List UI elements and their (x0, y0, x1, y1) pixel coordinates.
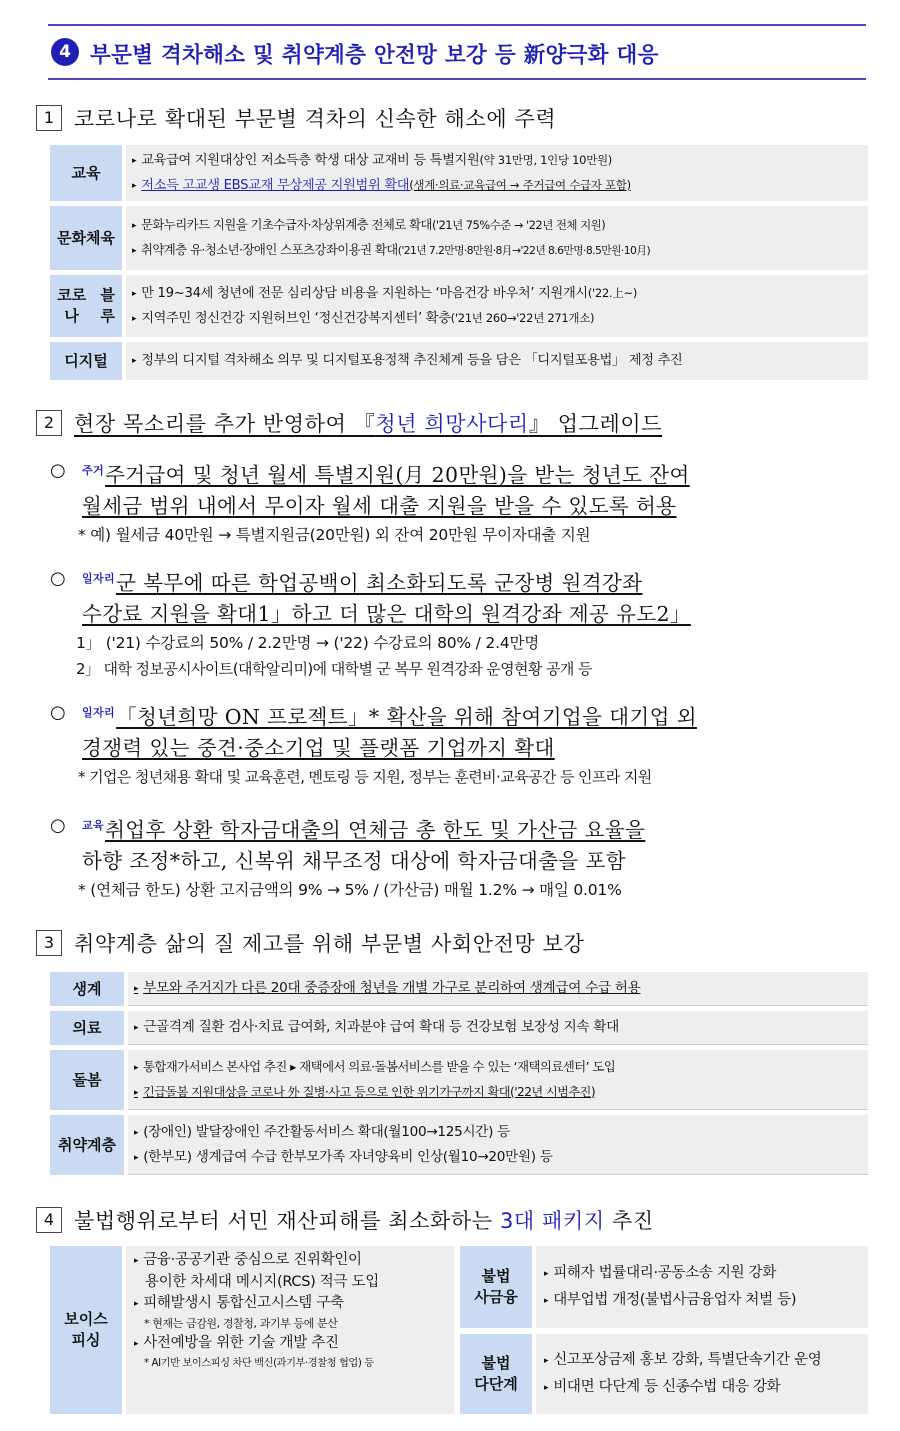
section-title: 취약계층 삶의 질 제고를 위해 부문별 사회안전망 보강 (74, 932, 585, 956)
main-header (48, 24, 866, 80)
section-number-box: 2 (36, 410, 62, 436)
header-title: 부문별 격차해소 및 취약계층 안전망 보강 등 新양극화 대응 (90, 43, 659, 68)
list-item: ▸ 정부의 디지털 격차해소 의무 및 디지털포용정책 추진체계 등을 담은 「디지털포용법」 제정 추진 (132, 353, 683, 368)
section-title-highlight: 3대 패키지 (499, 1209, 605, 1233)
bullet-item: ○ $^{일자리}$「청년희망 ON 프로젝트」* 확산을 위해 참여기업을 대기업 외 경쟁력 있는 중견·중소기업 및 플랫폼 기업까지 확대 * 기업은 청년채용 확대 및 교육훈련, 멘토링 등 지원, 정부는 훈련비·교육공간 등 인프라 지원 (50, 697, 875, 790)
row-category: 디지털 (50, 342, 122, 380)
row-category: 생계 (50, 972, 124, 1006)
row-content (128, 1115, 868, 1175)
section-title: 코로나로 확대된 부문별 격차의 신속한 해소에 주력 (74, 107, 557, 131)
list-item: ▸ 문화누리카드 지원을 기초수급자·차상위계층 전체로 확대('21년 75%수준 → '22년 전체 지원) (132, 217, 606, 232)
table-row (50, 275, 868, 337)
table-row (50, 1050, 868, 1110)
bullet-item: ○ $^{교육}$취업후 상환 학자금대출의 연체금 총 한도 및 가산금 요율을 하향 조정*하고, 신복위 채무조정 대상에 학자금대출을 포함 * (연체금 한도) 상환 고지금액의 9% → 5% / (가산금) 매월 1.2% → 매일 0.01% (50, 810, 875, 903)
section3-heading (36, 928, 584, 960)
list-item: ▸ 통합재가서비스 본사업 추진 ▸ 재택에서 의료·돌봄서비스를 받을 수 있는 ‘재택의료센터’ 도입 (134, 1058, 616, 1074)
bullet-item: ○ $^{일자리}$군 복무에 따른 학업공백이 최소화되도록 군장병 원격강좌 수강료 지원을 확대1」하고 더 많은 대학의 원격강좌 제공 유도2」 1」 ('21) 수강료의 50% / 2.2만명 → ('22) 수강료의 80% / 2.4만명 2」 대학 정보공시사이트(대학알리미)에 대학별 군 복무 원격강좌 운영현황 공개 등 (50, 563, 875, 682)
footnote: 1」 ('21) 수강료의 50% / 2.2만명 → ('22) 수강료의 80% / 2.4만명 (76, 633, 540, 652)
footnote: * AI기반 보이스피싱 차단 백신(과기부·경찰청 협업) 등 (144, 1358, 374, 1369)
table-row (50, 972, 868, 1006)
footnote: * (연체금 한도) 상환 고지금액의 9% → 5% / (가산금) 매월 1.2% → 매일 0.01% (78, 880, 622, 899)
list-item: ▸ 저소득 고교생 EBS교재 무상제공 지원범위 확대(생계·의료·교육급여 → 주거급여 수급자 포함) (132, 178, 631, 193)
bullet-item: ○ $^{주거}$주거급여 및 청년 월세 특별지원(月 20만원)을 받는 청년도 잔여 월세금 범위 내에서 무이자 월세 대출 지원을 받을 수 있도록 허용 * 예) 월세금 40만원 → 특별지원금(20만원) 외 잔여 20만원 무이자대출 지원 (50, 455, 875, 548)
category-tag: 일자리 (82, 572, 116, 585)
table-row (50, 145, 868, 201)
section2-heading: 2 현장 목소리를 추가 반영하여 『청년 희망사다리』 업그레이드 (36, 408, 662, 440)
package-category: 불법 사금융 (460, 1246, 532, 1328)
list-item: ▸ 교육급여 지원대상인 저소득층 학생 대상 교재비 등 특별지원(약 31만명, 1인당 10만원) (132, 153, 612, 168)
list-item: ▸ 만 19~34세 청년에 전문 심리상담 비용을 지원하는 ‘마음건강 바우처’ 지원개시('22.上~) (132, 286, 638, 301)
row-category: 돌봄 (50, 1050, 124, 1110)
list-item: ▸ 취약계층 유·청소년·장애인 스포츠강좌이용권 확대('21년 7.2만명·8만원·8月→'22년 8.6만명·8.5만원·10月) (132, 242, 651, 257)
footnote: * 현재는 금감원, 경찰청, 과기부 등에 분산 (144, 1317, 338, 1330)
list-item: ▸ 금융·공공기관 중심으로 진위확인이 (134, 1252, 362, 1268)
list-item: ▸ 신고포상금제 홍보 강화, 특별단속기간 운영 (544, 1352, 822, 1368)
category-tag: 주거 (82, 464, 105, 477)
footnote: * 기업은 청년채용 확대 및 교육훈련, 멘토링 등 지원, 정부는 훈련비·교육공간 등 인프라 지원 (78, 767, 652, 786)
row-content (126, 145, 868, 201)
table-row (50, 1115, 868, 1175)
category-tag: 일자리 (82, 706, 116, 719)
section-title-highlight: 청년 희망사다리 (375, 412, 529, 436)
row-content (128, 972, 868, 1006)
footnote: 2」 대학 정보공시사이트(대학알리미)에 대학별 군 복무 원격강좌 운영현황 공개 등 (76, 659, 592, 678)
list-item: ▸ 긴급돌봄 지원대상을 코로나 外 질병·사고 등으로 인한 위기가구까지 확대('22년 시범추진) (134, 1084, 596, 1099)
table-row (50, 342, 868, 380)
list-item: ▸ 부모와 주거지가 다른 20대 중증장애 청년을 개별 가구로 분리하여 생계급여 수급 허용 (134, 980, 641, 996)
row-category: 문화 체육 (50, 206, 122, 270)
footnote: * 예) 월세금 40만원 → 특별지원금(20만원) 외 잔여 20만원 무이자대출 지원 (78, 525, 591, 544)
list-item: ▸ 피해발생시 통합신고시스템 구축 (134, 1295, 344, 1311)
table-row (50, 1011, 868, 1045)
row-category: 교육 (50, 145, 122, 201)
row-content (126, 275, 868, 337)
list-item: ▸ 대부업법 개정(불법사금융업자 처벌 등) (544, 1292, 797, 1308)
package-content (536, 1246, 868, 1328)
list-item: 용이한 차세대 메시지(RCS) 적극 도입 (145, 1274, 379, 1290)
section1-heading (36, 103, 556, 135)
row-content (128, 1050, 868, 1110)
row-category: 코로나 블루 (50, 275, 122, 337)
row-category: 취약 계층 (50, 1115, 124, 1175)
package-content (126, 1246, 454, 1414)
package-table (50, 1246, 868, 1414)
section1-table (50, 145, 868, 385)
package-category: 보이스 피싱 (50, 1246, 122, 1414)
list-item: ▸ 지역주민 정신건강 지원허브인 ‘정신건강복지센터’ 확충('21년 260→'22년 271개소) (132, 311, 595, 326)
row-content (128, 1011, 868, 1045)
list-item: ▸ 비대면 다단계 등 신종수법 대응 강화 (544, 1379, 781, 1395)
section-number-box: 4 (36, 1207, 62, 1233)
section-number-box: 3 (36, 930, 62, 956)
table-row (50, 206, 868, 270)
category-tag: 교육 (82, 819, 105, 832)
row-content (126, 206, 868, 270)
header-number-badge: 4 (51, 38, 79, 66)
package-category: 불법 다단계 (460, 1334, 532, 1414)
row-content (126, 342, 868, 380)
package-content (536, 1334, 868, 1414)
section4-heading: 4 불법행위로부터 서민 재산피해를 최소화하는 3대 패키지 추진 (36, 1205, 654, 1237)
list-item: ▸ 피해자 법률대리·공동소송 지원 강화 (544, 1265, 777, 1281)
section-number-box: 1 (36, 105, 62, 131)
list-item: ▸ 근골격계 질환 검사·치료 급여화, 치과분야 급여 확대 등 건강보험 보장성 지속 확대 (134, 1019, 619, 1035)
list-item: ▸ (장애인) 발달장애인 주간활동서비스 확대(월100→125시간) 등 (134, 1123, 510, 1140)
section3-table (50, 972, 868, 1180)
row-category: 의료 (50, 1011, 124, 1045)
list-item: ▸ (한부모) 생계급여 수급 한부모가족 자녀양육비 인상(월10→20만원) 등 (134, 1148, 553, 1165)
list-item: ▸ 사전예방을 위한 기술 개발 추진 (134, 1335, 339, 1351)
